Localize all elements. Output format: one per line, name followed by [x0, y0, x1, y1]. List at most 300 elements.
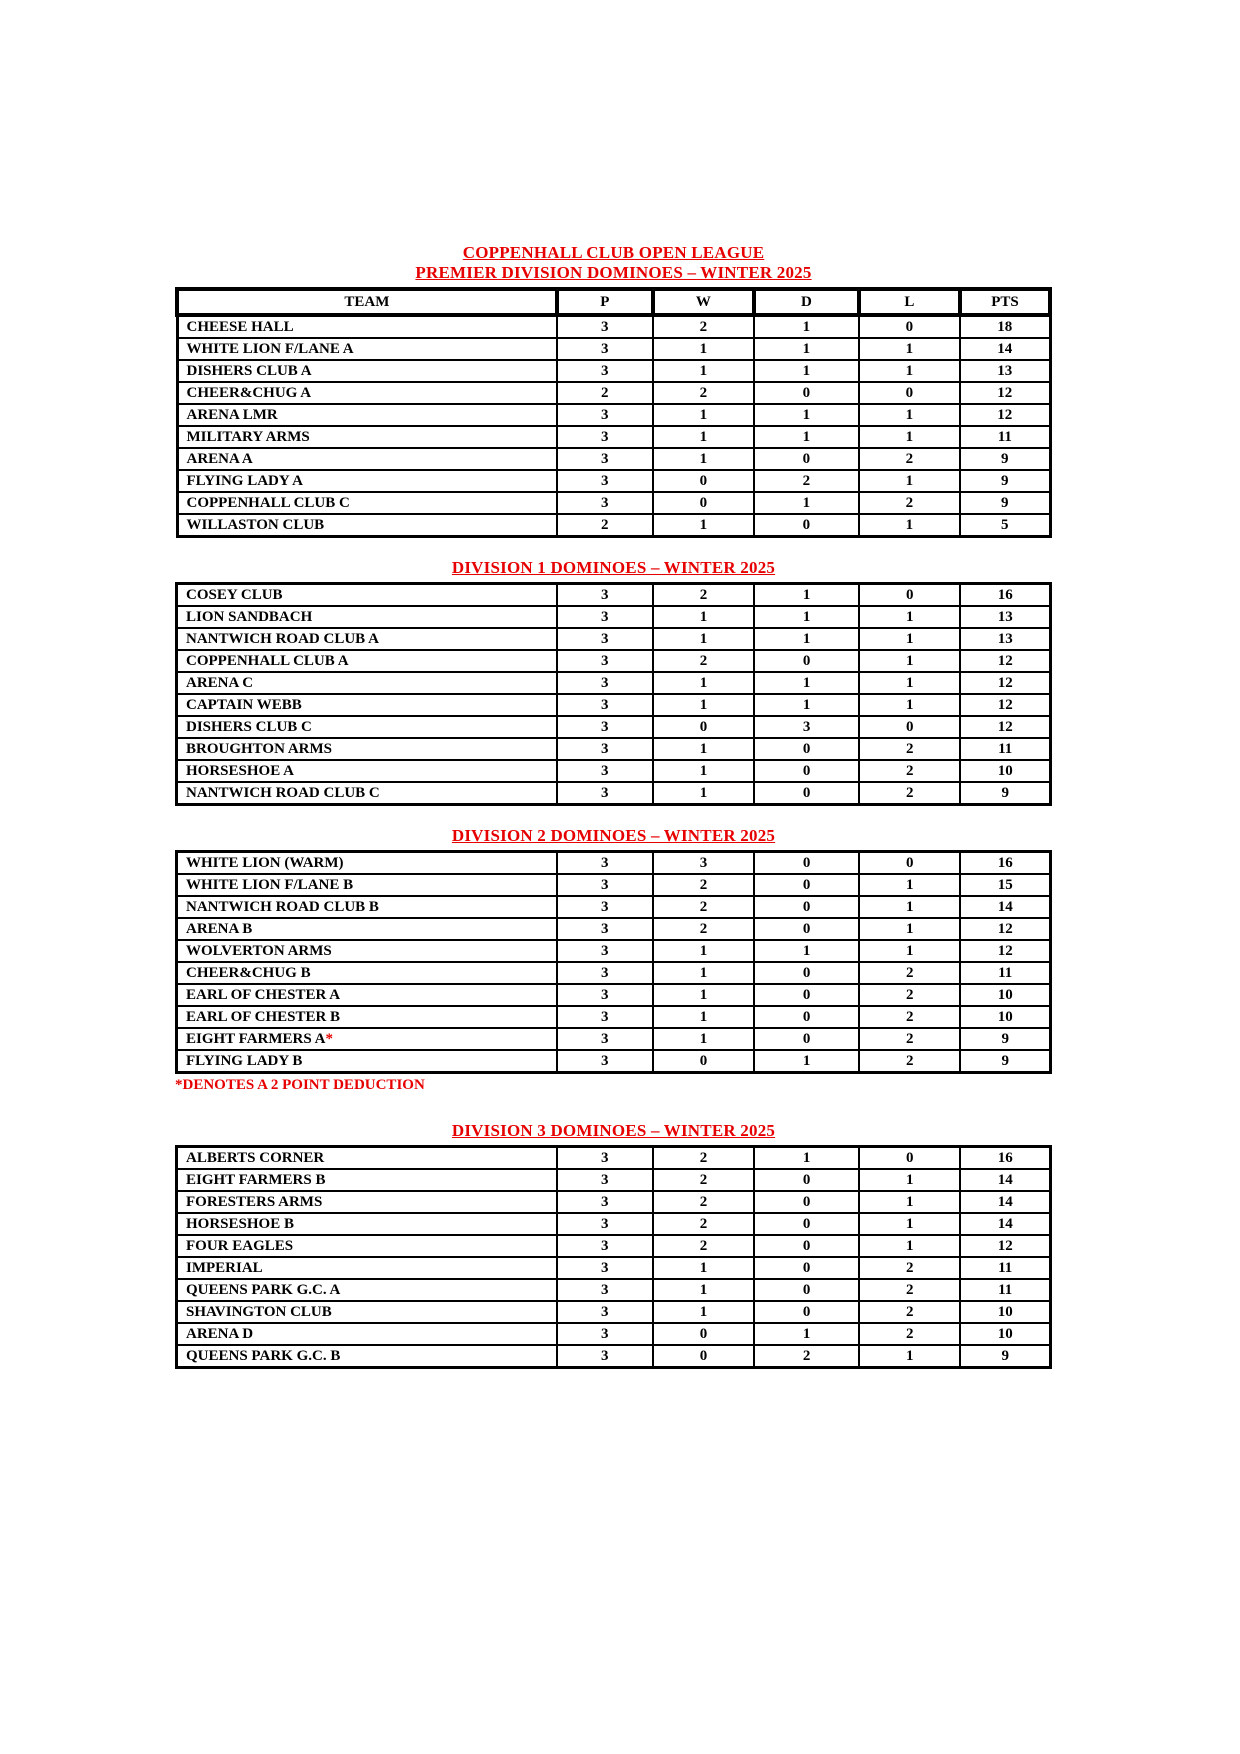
team-name-cell: WILLASTON CLUB — [177, 514, 557, 537]
pts-cell: 13 — [960, 360, 1050, 382]
w-cell: 1 — [653, 672, 754, 694]
p-cell: 3 — [557, 1006, 653, 1028]
w-cell: 0 — [653, 1050, 754, 1073]
team-row — [177, 962, 1051, 984]
p-cell: 3 — [557, 315, 653, 338]
d-cell: 0 — [754, 1028, 859, 1050]
team-name-cell: QUEENS PARK G.C. A — [177, 1279, 557, 1301]
l-cell: 2 — [859, 1028, 960, 1050]
d-cell: 0 — [754, 738, 859, 760]
d-cell: 0 — [754, 1257, 859, 1279]
team-name-cell: FLYING LADY B — [177, 1050, 557, 1073]
team-name-cell: FLYING LADY A — [177, 470, 557, 492]
team-name-cell: ALBERTS CORNER — [177, 1147, 557, 1170]
d-cell: 1 — [754, 360, 859, 382]
p-cell: 3 — [557, 1257, 653, 1279]
p-cell: 2 — [557, 514, 653, 537]
team-name-cell: EARL OF CHESTER A — [177, 984, 557, 1006]
l-cell: 2 — [859, 492, 960, 514]
team-row — [177, 315, 1050, 338]
p-cell: 3 — [557, 628, 653, 650]
w-cell: 0 — [653, 470, 754, 492]
team-row — [177, 1050, 1051, 1073]
l-cell: 1 — [859, 360, 960, 382]
l-cell: 1 — [859, 404, 960, 426]
w-cell: 2 — [653, 896, 754, 918]
l-cell: 0 — [859, 584, 960, 607]
pts-cell: 14 — [960, 1213, 1050, 1235]
p-cell: 3 — [557, 338, 653, 360]
w-cell: 1 — [653, 738, 754, 760]
d-cell: 0 — [754, 448, 859, 470]
d-cell: 0 — [754, 918, 859, 940]
w-cell: 2 — [653, 874, 754, 896]
team-row — [177, 896, 1051, 918]
l-cell: 1 — [859, 1345, 960, 1368]
l-cell: 2 — [859, 1301, 960, 1323]
l-cell: 2 — [859, 1050, 960, 1073]
d-cell: 1 — [754, 694, 859, 716]
w-cell: 1 — [653, 782, 754, 805]
team-name-cell: NANTWICH ROAD CLUB A — [177, 628, 557, 650]
l-cell: 0 — [859, 1147, 960, 1170]
pts-cell: 15 — [960, 874, 1050, 896]
table-header-row — [177, 289, 1050, 315]
p-cell: 3 — [557, 1028, 653, 1050]
team-row — [177, 760, 1051, 782]
team-row — [177, 716, 1051, 738]
d-cell: 0 — [754, 962, 859, 984]
d-cell: 0 — [754, 1006, 859, 1028]
pts-cell: 9 — [960, 1345, 1050, 1368]
l-cell: 1 — [859, 426, 960, 448]
l-cell: 2 — [859, 738, 960, 760]
team-row — [177, 404, 1050, 426]
document-page — [175, 243, 1052, 1369]
header-played: P — [557, 289, 653, 315]
l-cell: 1 — [859, 606, 960, 628]
team-name-cell: QUEENS PARK G.C. B — [177, 1345, 557, 1368]
l-cell: 0 — [859, 382, 960, 404]
team-row — [177, 1257, 1051, 1279]
l-cell: 1 — [859, 940, 960, 962]
team-name-cell: CHEER&CHUG A — [177, 382, 557, 404]
pts-cell: 5 — [960, 514, 1050, 537]
w-cell: 0 — [653, 1345, 754, 1368]
team-row — [177, 360, 1050, 382]
p-cell: 3 — [557, 896, 653, 918]
team-name-cell: MILITARY ARMS — [177, 426, 557, 448]
header-points: PTS — [960, 289, 1050, 315]
l-cell: 1 — [859, 470, 960, 492]
l-cell: 0 — [859, 315, 960, 338]
p-cell: 3 — [557, 782, 653, 805]
p-cell: 3 — [557, 492, 653, 514]
header-drawn: D — [754, 289, 859, 315]
pts-cell: 16 — [960, 584, 1050, 607]
p-cell: 3 — [557, 584, 653, 607]
l-cell: 2 — [859, 760, 960, 782]
pts-cell: 14 — [960, 338, 1050, 360]
l-cell: 1 — [859, 1191, 960, 1213]
team-row — [177, 738, 1051, 760]
team-name-cell: ARENA LMR — [177, 404, 557, 426]
w-cell: 1 — [653, 606, 754, 628]
p-cell: 3 — [557, 1169, 653, 1191]
pts-cell: 12 — [960, 1235, 1050, 1257]
d-cell: 1 — [754, 606, 859, 628]
p-cell: 3 — [557, 918, 653, 940]
d-cell: 1 — [754, 940, 859, 962]
pts-cell: 13 — [960, 606, 1050, 628]
team-row — [177, 650, 1051, 672]
d-cell: 0 — [754, 650, 859, 672]
d-cell: 0 — [754, 896, 859, 918]
p-cell: 3 — [557, 1147, 653, 1170]
team-row — [177, 1169, 1051, 1191]
pts-cell: 14 — [960, 1169, 1050, 1191]
w-cell: 2 — [653, 584, 754, 607]
w-cell: 2 — [653, 382, 754, 404]
division-3-title: DIVISION 3 DOMINOES – WINTER 2025 — [451, 1121, 776, 1140]
team-row — [177, 1028, 1051, 1050]
premier-division-title: PREMIER DIVISION DOMINOES – WINTER 2025 — [415, 263, 812, 282]
w-cell: 1 — [653, 628, 754, 650]
team-row — [177, 694, 1051, 716]
team-row — [177, 606, 1051, 628]
team-row — [177, 940, 1051, 962]
d-cell: 1 — [754, 672, 859, 694]
team-row — [177, 918, 1051, 940]
d-cell: 0 — [754, 382, 859, 404]
d-cell: 0 — [754, 1279, 859, 1301]
pts-cell: 11 — [960, 738, 1050, 760]
w-cell: 2 — [653, 1169, 754, 1191]
team-row — [177, 1147, 1051, 1170]
l-cell: 1 — [859, 1169, 960, 1191]
pts-cell: 12 — [960, 650, 1050, 672]
team-name-cell: ARENA C — [177, 672, 557, 694]
l-cell: 2 — [859, 1279, 960, 1301]
w-cell: 1 — [653, 1301, 754, 1323]
header-won: W — [653, 289, 754, 315]
w-cell: 1 — [653, 360, 754, 382]
pts-cell: 12 — [960, 694, 1050, 716]
pts-cell: 11 — [960, 1279, 1050, 1301]
p-cell: 3 — [557, 940, 653, 962]
team-name-cell: CHEESE HALL — [177, 315, 557, 338]
p-cell: 3 — [557, 606, 653, 628]
d-cell: 1 — [754, 338, 859, 360]
team-row — [177, 514, 1050, 537]
w-cell: 1 — [653, 448, 754, 470]
w-cell: 0 — [653, 1323, 754, 1345]
l-cell: 1 — [859, 1213, 960, 1235]
l-cell: 1 — [859, 338, 960, 360]
d-cell: 1 — [754, 492, 859, 514]
w-cell: 2 — [653, 1191, 754, 1213]
team-row — [177, 1191, 1051, 1213]
pts-cell: 12 — [960, 672, 1050, 694]
pts-cell: 9 — [960, 782, 1050, 805]
team-name-cell: BROUGHTON ARMS — [177, 738, 557, 760]
team-name-cell: HORSESHOE A — [177, 760, 557, 782]
d-cell: 1 — [754, 584, 859, 607]
d-cell: 0 — [754, 1213, 859, 1235]
w-cell: 1 — [653, 694, 754, 716]
team-name-cell: IMPERIAL — [177, 1257, 557, 1279]
pts-cell: 11 — [960, 426, 1050, 448]
w-cell: 1 — [653, 1257, 754, 1279]
team-row — [177, 1279, 1051, 1301]
team-row — [177, 382, 1050, 404]
division-3-table — [175, 1145, 1052, 1369]
team-row — [177, 628, 1051, 650]
team-name-cell: COPPENHALL CLUB C — [177, 492, 557, 514]
team-name-cell: WOLVERTON ARMS — [177, 940, 557, 962]
team-row — [177, 470, 1050, 492]
p-cell: 3 — [557, 1301, 653, 1323]
w-cell: 2 — [653, 918, 754, 940]
l-cell: 1 — [859, 896, 960, 918]
team-row — [177, 1323, 1051, 1345]
p-cell: 3 — [557, 360, 653, 382]
l-cell: 1 — [859, 1235, 960, 1257]
pts-cell: 9 — [960, 470, 1050, 492]
team-name-cell: LION SANDBACH — [177, 606, 557, 628]
team-name-cell: CAPTAIN WEBB — [177, 694, 557, 716]
w-cell: 1 — [653, 962, 754, 984]
l-cell: 0 — [859, 716, 960, 738]
w-cell: 2 — [653, 1213, 754, 1235]
d-cell: 0 — [754, 1235, 859, 1257]
d-cell: 1 — [754, 1147, 859, 1170]
pts-cell: 9 — [960, 448, 1050, 470]
w-cell: 1 — [653, 514, 754, 537]
team-name-cell: FORESTERS ARMS — [177, 1191, 557, 1213]
w-cell: 1 — [653, 426, 754, 448]
d-cell: 0 — [754, 984, 859, 1006]
d-cell: 1 — [754, 1050, 859, 1073]
w-cell: 1 — [653, 1006, 754, 1028]
pts-cell: 16 — [960, 852, 1050, 875]
p-cell: 3 — [557, 1191, 653, 1213]
pts-cell: 10 — [960, 1301, 1050, 1323]
w-cell: 2 — [653, 315, 754, 338]
pts-cell: 10 — [960, 1323, 1050, 1345]
l-cell: 2 — [859, 984, 960, 1006]
header-lost: L — [859, 289, 960, 315]
p-cell: 3 — [557, 874, 653, 896]
pts-cell: 12 — [960, 382, 1050, 404]
team-row — [177, 672, 1051, 694]
team-row — [177, 1301, 1051, 1323]
team-name-cell: EIGHT FARMERS B — [177, 1169, 557, 1191]
p-cell: 3 — [557, 760, 653, 782]
p-cell: 3 — [557, 1050, 653, 1073]
team-row — [177, 584, 1051, 607]
d-cell: 0 — [754, 874, 859, 896]
p-cell: 3 — [557, 1235, 653, 1257]
pts-cell: 11 — [960, 1257, 1050, 1279]
pts-cell: 12 — [960, 716, 1050, 738]
league-title: COPPENHALL CLUB OPEN LEAGUE — [462, 243, 765, 262]
team-name-cell: COSEY CLUB — [177, 584, 557, 607]
d-cell: 0 — [754, 760, 859, 782]
l-cell: 1 — [859, 918, 960, 940]
pts-cell: 14 — [960, 1191, 1050, 1213]
w-cell: 1 — [653, 760, 754, 782]
w-cell: 3 — [653, 852, 754, 875]
d-cell: 1 — [754, 1323, 859, 1345]
division-1-table — [175, 582, 1052, 806]
d-cell: 0 — [754, 1191, 859, 1213]
d-cell: 0 — [754, 514, 859, 537]
team-row — [177, 338, 1050, 360]
l-cell: 2 — [859, 1257, 960, 1279]
p-cell: 3 — [557, 738, 653, 760]
division-1-title: DIVISION 1 DOMINOES – WINTER 2025 — [451, 558, 776, 577]
p-cell: 2 — [557, 382, 653, 404]
pts-cell: 12 — [960, 404, 1050, 426]
team-row — [177, 1006, 1051, 1028]
l-cell: 1 — [859, 694, 960, 716]
w-cell: 0 — [653, 716, 754, 738]
d-cell: 2 — [754, 470, 859, 492]
p-cell: 3 — [557, 650, 653, 672]
pts-cell: 9 — [960, 1028, 1050, 1050]
division-3-section — [175, 1121, 1052, 1369]
team-name-cell: WHITE LION (WARM) — [177, 852, 557, 875]
d-cell: 0 — [754, 852, 859, 875]
team-name-cell: NANTWICH ROAD CLUB B — [177, 896, 557, 918]
team-row — [177, 492, 1050, 514]
pts-cell: 10 — [960, 760, 1050, 782]
p-cell: 3 — [557, 404, 653, 426]
team-name-cell: CHEER&CHUG B — [177, 962, 557, 984]
w-cell: 1 — [653, 1028, 754, 1050]
deduction-asterisk: * — [325, 1031, 333, 1047]
pts-cell: 12 — [960, 918, 1050, 940]
d-cell: 0 — [754, 1169, 859, 1191]
w-cell: 1 — [653, 940, 754, 962]
p-cell: 3 — [557, 1213, 653, 1235]
team-row — [177, 984, 1051, 1006]
team-name-cell: ARENA B — [177, 918, 557, 940]
team-name-cell: WHITE LION F/LANE B — [177, 874, 557, 896]
p-cell: 3 — [557, 716, 653, 738]
d-cell: 1 — [754, 426, 859, 448]
team-name-cell: DISHERS CLUB C — [177, 716, 557, 738]
division-1-section — [175, 558, 1052, 806]
team-name-cell: HORSESHOE B — [177, 1213, 557, 1235]
premier-division-table — [175, 287, 1052, 538]
division-2-title: DIVISION 2 DOMINOES – WINTER 2025 — [451, 826, 776, 845]
p-cell: 3 — [557, 448, 653, 470]
team-name-cell: FOUR EAGLES — [177, 1235, 557, 1257]
d-cell: 1 — [754, 315, 859, 338]
l-cell: 2 — [859, 1006, 960, 1028]
pts-cell: 16 — [960, 1147, 1050, 1170]
w-cell: 1 — [653, 338, 754, 360]
team-name-cell: EARL OF CHESTER B — [177, 1006, 557, 1028]
l-cell: 1 — [859, 874, 960, 896]
d-cell: 3 — [754, 716, 859, 738]
w-cell: 1 — [653, 1279, 754, 1301]
p-cell: 3 — [557, 984, 653, 1006]
w-cell: 0 — [653, 492, 754, 514]
p-cell: 3 — [557, 672, 653, 694]
l-cell: 0 — [859, 852, 960, 875]
team-row — [177, 448, 1050, 470]
team-name-cell: WHITE LION F/LANE A — [177, 338, 557, 360]
pts-cell: 9 — [960, 1050, 1050, 1073]
division-2-section — [175, 826, 1052, 1094]
team-row — [177, 1345, 1051, 1368]
point-deduction-note: *DENOTES A 2 POINT DEDUCTION — [175, 1077, 425, 1093]
w-cell: 1 — [653, 404, 754, 426]
p-cell: 3 — [557, 1323, 653, 1345]
l-cell: 1 — [859, 514, 960, 537]
team-name-cell: DISHERS CLUB A — [177, 360, 557, 382]
d-cell: 2 — [754, 1345, 859, 1368]
pts-cell: 10 — [960, 1006, 1050, 1028]
l-cell: 2 — [859, 782, 960, 805]
pts-cell: 14 — [960, 896, 1050, 918]
w-cell: 2 — [653, 1235, 754, 1257]
d-cell: 1 — [754, 628, 859, 650]
team-row — [177, 852, 1051, 875]
l-cell: 2 — [859, 1323, 960, 1345]
pts-cell: 11 — [960, 962, 1050, 984]
d-cell: 0 — [754, 782, 859, 805]
team-row — [177, 1213, 1051, 1235]
team-name-cell: SHAVINGTON CLUB — [177, 1301, 557, 1323]
l-cell: 2 — [859, 962, 960, 984]
p-cell: 3 — [557, 1279, 653, 1301]
pts-cell: 18 — [960, 315, 1050, 338]
premier-division-section — [175, 263, 1052, 538]
pts-cell: 10 — [960, 984, 1050, 1006]
team-row — [177, 782, 1051, 805]
p-cell: 3 — [557, 1345, 653, 1368]
p-cell: 3 — [557, 852, 653, 875]
pts-cell: 9 — [960, 492, 1050, 514]
p-cell: 3 — [557, 426, 653, 448]
team-name-cell: NANTWICH ROAD CLUB C — [177, 782, 557, 805]
team-row — [177, 1235, 1051, 1257]
p-cell: 3 — [557, 962, 653, 984]
team-name-cell: EIGHT FARMERS A* — [177, 1028, 557, 1050]
team-name-cell: ARENA D — [177, 1323, 557, 1345]
l-cell: 1 — [859, 628, 960, 650]
pts-cell: 12 — [960, 940, 1050, 962]
team-row — [177, 426, 1050, 448]
p-cell: 3 — [557, 694, 653, 716]
w-cell: 2 — [653, 1147, 754, 1170]
team-row — [177, 874, 1051, 896]
team-name-cell: COPPENHALL CLUB A — [177, 650, 557, 672]
header-team: TEAM — [177, 289, 557, 315]
d-cell: 1 — [754, 404, 859, 426]
division-2-table — [175, 850, 1052, 1074]
l-cell: 2 — [859, 448, 960, 470]
p-cell: 3 — [557, 470, 653, 492]
d-cell: 0 — [754, 1301, 859, 1323]
l-cell: 1 — [859, 650, 960, 672]
team-name-cell: ARENA A — [177, 448, 557, 470]
w-cell: 1 — [653, 984, 754, 1006]
